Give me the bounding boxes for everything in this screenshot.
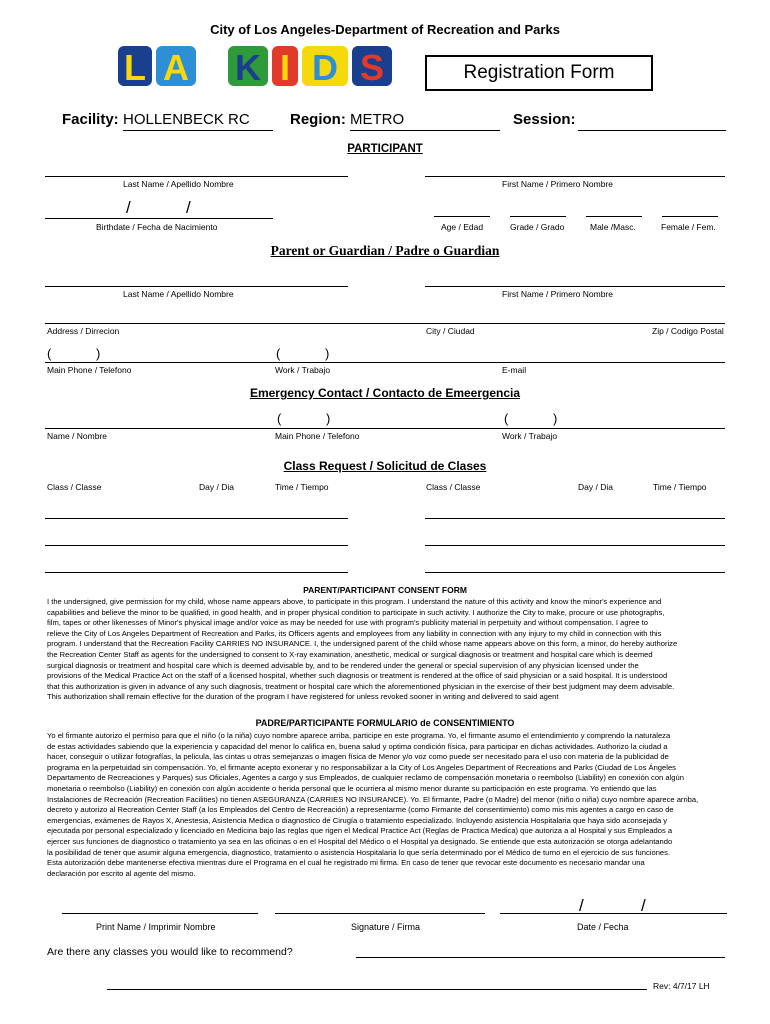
participant-title: PARTICIPANT [347,143,423,155]
female-label: Female / Fem. [661,222,716,232]
participant-first-name-label: First Name / Primero Nombre [502,179,613,189]
consent-en-line: program. I understand that the Recreation Facility CARRIES NO INSURANCE. I, the undersigned parent of the child whose name appears above on this form, a minor, do hereby authorize [47,639,678,649]
consent-en-line: This authorization shall remain effective for the duration of the program I have registered for unless revoked sooner in writing and delivered to said agent [47,692,559,702]
class-label-right: Class / Classe [426,482,481,492]
guardian-last-name-label: Last Name / Apellido Nombre [123,289,234,299]
svg-text:A: A [163,47,189,88]
signature-label: Signature / Firma [351,922,421,932]
consent-en-line: relieve the City of Los Angeles Department of Recreation and Parks, its Officers agents and employees from any liability in connection with any injury to my child in connection with this [47,628,662,638]
form-title: Registration Form [463,62,615,83]
guardian-work-phone-label: Work / Trabajo [275,365,331,375]
la-kids-logo [116,42,416,90]
date-label: Date / Fecha [577,922,629,932]
age-label: Age / Edad [441,222,484,232]
class-row-3-right[interactable] [425,572,725,573]
class-label-left: Class / Classe [47,482,102,492]
facility-field[interactable] [123,111,273,131]
svg-text:I: I [279,47,291,88]
guardian-first-name-field[interactable] [425,286,725,287]
date-field[interactable] [500,913,727,914]
participant-last-name-field[interactable] [45,176,348,177]
emergency-title: Emergency Contact / Contacto de Emeergencia [249,386,521,400]
department-title: City of Los Angeles-Department of Recreation and Parks [210,22,560,37]
address-label: Address / Dirrecion [47,326,120,336]
consent-en-line: film, tapes or other likenesses of Minor's physical image and/or voice as may be needed for use with program's publicity material in perpetuity and without compensation. I agree to [47,618,649,628]
consent-en-line: provisions of the Medical Practice Act on the staff of a licensed hospital, whether such diagnosis or treatment is rendered at the office of said physician or a said hospital. It is understood [47,671,668,681]
emergency-main-phone-open: ( [277,411,282,426]
recommend-field-1[interactable] [356,957,725,958]
age-field[interactable] [434,216,490,217]
consent-es-line: la posibilidad de tener que asumir alguna emergencia, diagnostico, tratamiento o asistencia Hospitalaria lo que sería determinado por el Médico de turno en el ejercicio de sus funciones. [47,847,671,857]
consent-es-line: decreto y autorizo al Recreation Center Staff (a los Empleados del Centro de Recreación) a representarme (como Firmante del consentimiento) como mis mis agentes a cargo en caso de [47,805,674,815]
consent-en-line: the Recreation Center Staff as agents for the undersigned to consent to X-ray examination, anesthetic, medical or surgical diagnosis or treatment and hospital care which is deemed [47,649,653,659]
consent-en-text [47,597,737,703]
birthdate-field[interactable] [45,218,273,219]
facility-value: HOLLENBECK RC [123,111,250,128]
consent-en-line: capabilities and believe the minor to be qualified, in good health, and in proper physical condition to participate in such activity. I authorize the City to make, procure or use photographs, [47,607,665,617]
emergency-work-phone-close: ) [553,411,558,426]
svg-text:L: L [124,47,146,88]
class-row-1-right[interactable] [425,518,725,519]
time-label-right: Time / Tiempo [653,482,707,492]
birthdate-slash-2: / [186,198,191,217]
grade-label: Grade / Grado [510,222,565,232]
participant-last-name-label: Last Name / Apellido Nombre [123,179,234,189]
region-field[interactable] [350,111,500,131]
consent-es-line: programa en la perpetuidad sin compensación. Yo, el firmante acepto exonerar y no responsabilizar a la City of Los Angeles Department of Recreations and Parks (Ciudad de Los Ángeles [47,762,676,772]
birthdate-slash-1: / [126,198,131,217]
facility-label: Facility: [62,111,119,128]
region-value: METRO [350,111,405,128]
consent-es-line: ejercer sus funciones de diagnostico o tratamiento ya sea en las oficinas o en el Hospital del Médico o el Hospital ya designado. Se entiende que esta autorización se otorga adelantando [47,836,673,846]
consent-es-line: de estas actividades sabiendo que la experiencia y capacidad del menor lo califica en, buena salud y optima condición física, para participar en dichas actividades. Authorizo la ciudad a [47,741,668,751]
main-phone-area-close: ) [96,346,101,361]
zip-label: Zip / Codigo Postal [652,326,724,336]
svg-text:D: D [312,47,338,88]
classes-title: Class Request / Solicitud de Clases [283,459,487,473]
svg-text:K: K [235,47,261,88]
female-field[interactable] [662,216,718,217]
consent-en-line: that this authorization is given in advance of any such diagnosis, treatment or hospital care which the aforementioned physician in the exercise of their best judgment may deem advisable. [47,681,675,691]
consent-es-line: hacer, conseguir o utilizar fotografías, la pelicula, las cintas u otras semejanzas o imagen física de Menor y/o voz como puede ser necesitado para el uso con materia de la publicidad de [47,752,669,762]
emergency-main-phone-label: Main Phone / Telefono [275,431,360,441]
guardian-first-name-label: First Name / Primero Nombre [502,289,613,299]
print-name-field[interactable] [62,913,258,914]
guardian-main-phone-label: Main Phone / Telefono [47,365,132,375]
revision-label: Rev: 4/7/17 LH [653,981,710,991]
session-label: Session: [513,111,576,128]
class-row-3-left[interactable] [45,572,348,573]
la-kids-logo-graphic [116,42,416,90]
class-row-2-left[interactable] [45,545,348,546]
participant-first-name-field[interactable] [425,176,725,177]
day-label-left: Day / Dia [199,482,234,492]
consent-en-title: PARENT/PARTICIPANT CONSENT FORM [303,585,467,595]
emergency-work-phone-open: ( [504,411,509,426]
emergency-main-phone-close: ) [326,411,331,426]
consent-es-line: Departamento de Recreaciones y Parques) sus Oficiales, Agentes a cargo y sus Empleados, de cualquier reclamo de compensación monetaria o reembolso (Liability) en conexión con algún [47,773,684,783]
recommend-field-2[interactable] [107,989,647,990]
consent-en-line: I the undersigned, give permission for my child, whose name appears above, to participate in this program. I understand the nature of this activity and know the minor's experience and [47,597,662,606]
consent-es-line: monetaria o reembolso (Liability) en conexión con algún accidente o herida personal que le ocurriera al mismo menor durante su participación en este programa. Yo entiendo que las [47,783,657,793]
guardian-title: Parent or Guardian / Padre o Guardian [270,243,500,258]
signature-field[interactable] [275,913,485,914]
emergency-field[interactable] [45,428,725,429]
work-phone-area-close: ) [325,346,330,361]
emergency-name-label: Name / Nombre [47,431,107,441]
consent-en-line: surgical diagnosis or treatment and hospital care which is deemed advisable by, and to be rendered under the general or special supervision of any physician licensed under the [47,660,639,670]
consent-es-title: PADRE/PARTICIPANTE FORMULARIO de CONSENTIMIENTO [255,718,515,728]
consent-es-line: emergencias, exámenes de Rayos X, Anestesia, Asistencia Medica o diagnostico de Cirugía o tratamiento especializado. Incluyendo asistencia Hospitalaria que haya sido aconsejada y [47,815,668,825]
form-title-box [425,55,653,91]
consent-es-line: Yo el firmante autorizo el permiso para que el niño (o la niña) cuyo nombre aparece arriba, participe en este programa. Yo, el firmante asumo el entendimiento y comprendo la naturaleza [47,731,671,740]
work-phone-area-open: ( [276,346,281,361]
consent-es-line: Instalaciones de Recreación (Recreation Facilities) no tienen ASEGURANZA (CARRIES NO INSURANCE). Yo. El firmante, Padre (o Madre) del menor (niño o niña) cuyo nombre aparece arriba, [47,794,699,804]
email-label: E-mail [502,365,527,375]
male-label: Male /Masc. [590,222,636,232]
recommend-question: Are there any classes you would like to recommend? [47,946,293,958]
city-label: City / Ciudad [426,326,475,336]
svg-text:S: S [359,47,385,88]
consent-es-line: declaración por escrito al agente del mismo. [47,868,196,878]
grade-field[interactable] [510,216,566,217]
date-slash-1: / [579,896,584,915]
print-name-label: Print Name / Imprimir Nombre [96,922,216,932]
birthdate-label: Birthdate / Fecha de Nacimiento [96,222,218,232]
consent-es-text [47,731,737,879]
address-field[interactable] [45,323,725,324]
class-row-1-left[interactable] [45,518,348,519]
time-label-left: Time / Tiempo [275,482,329,492]
class-row-2-right[interactable] [425,545,725,546]
main-phone-area-open: ( [47,346,52,361]
consent-es-line: Esta autorización debe mantenerse efectiva mientras dure el Programa en el cual he registrado mi firma. En caso de tener que revocar este documento es necesario mandar una [47,858,645,868]
day-label-right: Day / Dia [578,482,613,492]
emergency-work-phone-label: Work / Trabajo [502,431,558,441]
region-label: Region: [290,111,346,128]
consent-es-line: ejecutada por personal especializado y licenciado en Medicina bajo las reglas que rigen el Medical Practice Act (Reglas de Practica Medica) que autoriza a al Hospital y sus Empleados a [47,826,673,836]
date-slash-2: / [641,896,646,915]
male-field[interactable] [586,216,642,217]
guardian-last-name-field[interactable] [45,286,348,287]
guardian-phone-field[interactable] [45,362,725,363]
session-field[interactable] [578,111,726,131]
